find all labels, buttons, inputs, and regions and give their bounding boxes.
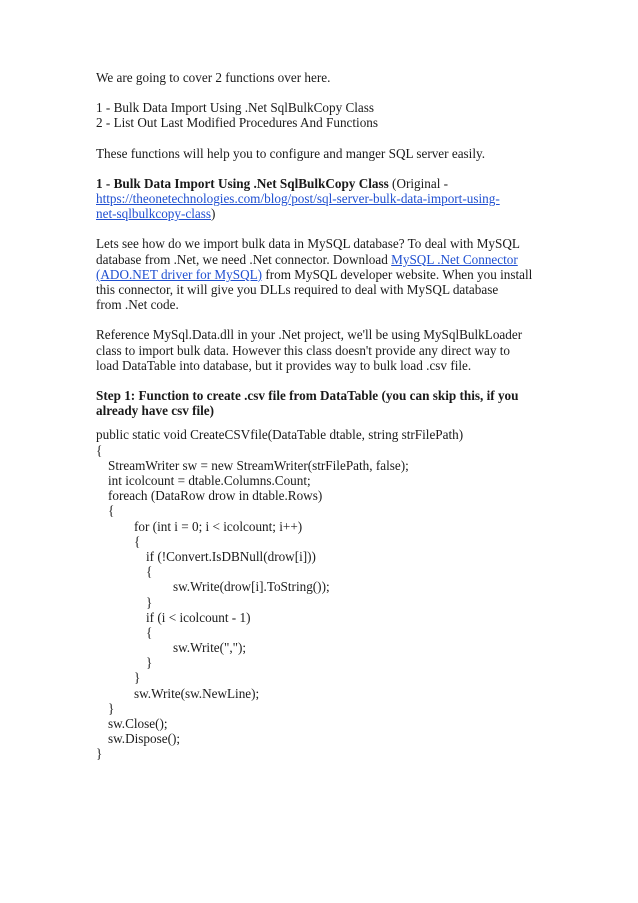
code-line: {	[96, 442, 103, 458]
code-line: {	[134, 533, 141, 549]
para1-line: this connector, it will give you DLLs required to deal with MySQL database	[96, 282, 499, 298]
original-article-link[interactable]: https://theonetechnologies.com/blog/post/sql-server-bulk-data-import-using-	[96, 191, 500, 207]
mysql-connector-link[interactable]: MySQL .Net Connector	[391, 251, 518, 267]
code-line: }	[146, 594, 153, 610]
para1-line: database from .Net, we need .Net connector. Download	[96, 251, 392, 267]
list-item: 1 - Bulk Data Import Using .Net SqlBulkCopy Class	[96, 100, 375, 116]
code-block	[96, 427, 556, 761]
original-article-link-cont[interactable]: net-sqlbulkcopy-class	[96, 206, 211, 222]
para2-line: Reference MySql.Data.dll in your .Net project, we'll be using MySqlBulkLoader	[96, 327, 523, 343]
step1-heading	[96, 388, 556, 418]
code-line: sw.Write(",");	[173, 640, 247, 656]
code-line: StreamWriter sw = new StreamWriter(strFilePath, false);	[108, 457, 409, 473]
code-line: }	[146, 655, 153, 671]
code-line: {	[146, 624, 153, 640]
code-line: sw.Write(drow[i].ToString());	[173, 579, 330, 595]
ado-net-driver-link[interactable]: (ADO.NET driver for MySQL)	[96, 266, 263, 282]
code-line: {	[146, 564, 153, 580]
list-item: 2 - List Out Last Modified Procedures And Functions	[96, 115, 379, 131]
para1-line: from MySQL developer website. When you install	[262, 266, 533, 282]
intro-text: We are going to cover 2 functions over here.	[96, 70, 331, 85]
code-line: for (int i = 0; i < icolcount; i++)	[134, 518, 303, 534]
code-line: }	[108, 700, 115, 716]
para1-block	[96, 236, 556, 312]
code-line: sw.Write(sw.NewLine);	[134, 685, 260, 701]
code-line: }	[134, 670, 141, 686]
document-page	[96, 70, 556, 762]
code-line: sw.Dispose();	[108, 731, 181, 747]
code-line: sw.Close();	[108, 716, 168, 732]
summary-text: These functions will help you to configure and manger SQL server easily.	[96, 145, 486, 161]
code-line: }	[96, 746, 103, 762]
para2-block	[96, 327, 556, 373]
code-line: public static void CreateCSVfile(DataTable dtable, string strFilePath)	[96, 427, 464, 443]
code-line: foreach (DataRow drow in dtable.Rows)	[108, 488, 323, 504]
para1-line: from .Net code.	[96, 297, 179, 313]
section1-heading-block	[96, 176, 556, 222]
step1-heading-line: already have csv file)	[96, 403, 215, 419]
code-line: if (i < icolcount - 1)	[146, 609, 251, 625]
code-line: {	[108, 503, 115, 519]
original-prefix: (Original -	[388, 175, 449, 191]
code-line: int icolcount = dtable.Columns.Count;	[108, 473, 311, 489]
section1-heading: 1 - Bulk Data Import Using .Net SqlBulkCopy Class	[96, 175, 389, 191]
para1-line: Lets see how do we import bulk data in MySQL database? To deal with MySQL	[96, 236, 520, 252]
code-line: if (!Convert.IsDBNull(drow[i]))	[146, 548, 316, 564]
original-suffix: )	[211, 206, 216, 222]
para2-line: class to import bulk data. However this class doesn't provide any direct way to	[96, 342, 511, 358]
para2-line: load DataTable into database, but it provides way to bulk load .csv file.	[96, 357, 472, 373]
step1-heading-line: Step 1: Function to create .csv file from DataTable (you can skip this, if you	[96, 388, 519, 404]
